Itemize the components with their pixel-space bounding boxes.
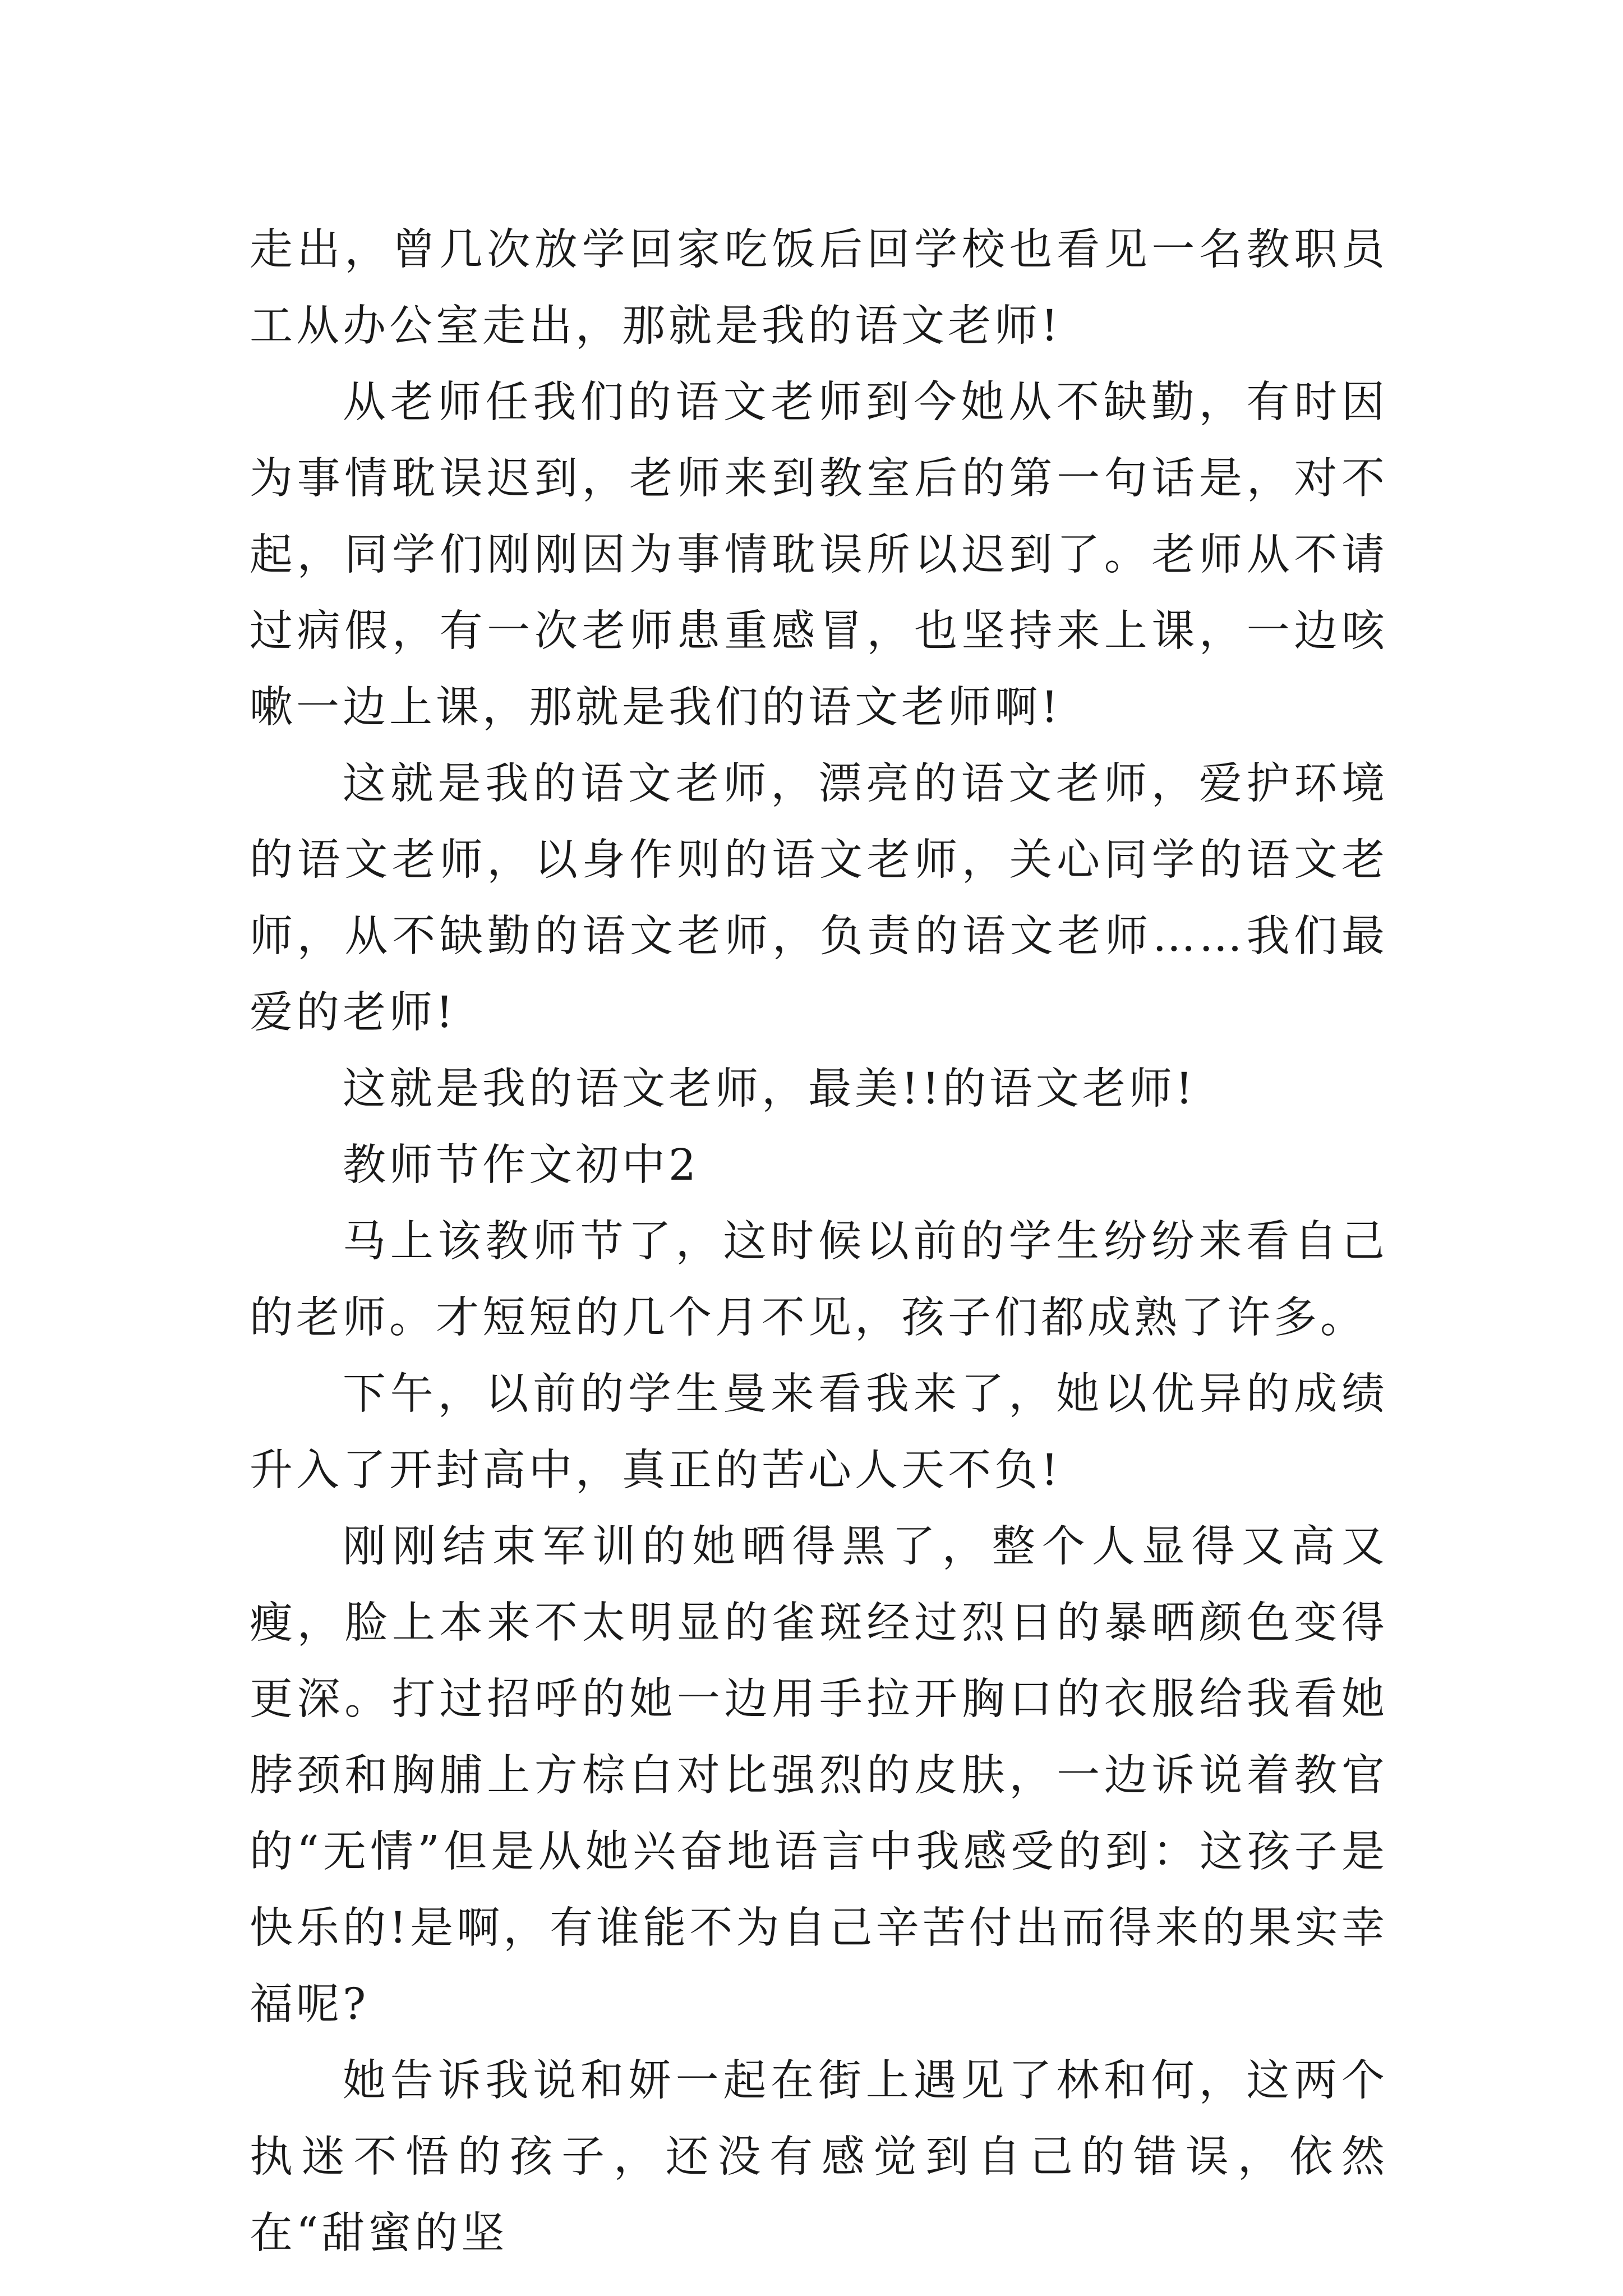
paragraph-8: 她告诉我说和妍一起在街上遇见了林和何，这两个执迷不悟的孩子，还没有感觉到自己的错误，依然在“甜蜜的坚 <box>250 2056 1388 2258</box>
paragraph-5: 马上该教师节了，这时候以前的学生纷纷来看自己的老师。才短短的几个月不见，孩子们都成熟了许多。 <box>250 1217 1388 1343</box>
paragraph-2: 从老师任我们的语文老师到今她从不缺勤，有时因为事情耽误迟到，老师来到教室后的第一句话是，对不起，同学们刚刚因为事情耽误所以迟到了。老师从不请过病假，有一次老师患重感冒，也坚持来上课，一边咳嗽一边上课，那就是我们的语文老师啊! <box>250 378 1388 733</box>
paragraph-4: 这就是我的语文老师，最美!!的语文老师! <box>343 1064 1196 1114</box>
section-heading: 教师节作文初中2 <box>343 1140 699 1190</box>
paragraph-6: 下午，以前的学生曼来看我来了，她以优异的成绩升入了开封高中，真正的苦心人天不负! <box>250 1369 1388 1496</box>
paragraph-1: 走出，曾几次放学回家吃饭后回学校也看见一名教职员工从办公室走出，那就是我的语文老师! <box>250 225 1388 351</box>
paragraph-3: 这就是我的语文老师，漂亮的语文老师，爱护环境的语文老师，以身作则的语文老师，关心同学的语文老师，从不缺勤的语文老师，负责的语文老师……我们最爱的老师! <box>250 759 1388 1038</box>
paragraph-7: 刚刚结束军训的她晒得黑了，整个人显得又高又瘦，脸上本来不太明显的雀斑经过烈日的暴晒颜色变得更深。打过招呼的她一边用手拉开胸口的衣服给我看她脖颈和胸脯上方棕白对比强烈的皮肤，一边诉说着教官的“无情”但是从她兴奋地语言中我感受的到：这孩子是快乐的!是啊，有谁能不为自己辛苦付出而得来的果实幸福呢? <box>250 1522 1388 2030</box>
document-body <box>250 212 1388 2272</box>
